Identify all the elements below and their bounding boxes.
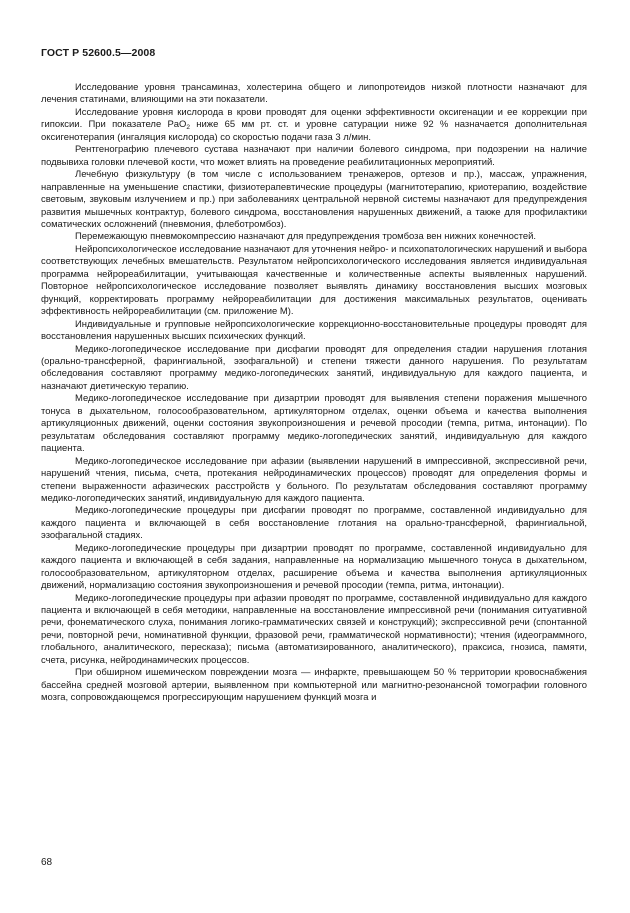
page-header: ГОСТ Р 52600.5—2008 [41, 47, 156, 59]
paragraph-dysphagia-procedures: Медико-логопедические процедуры при дисфагии проводят по программе, составленной индивидуально для каждого пациента и включающей в себя восстановление глотания на орально-трансферной, фарингиальной, эзофагальной стадиях. [41, 505, 587, 542]
paragraph-dysarthria-procedures: Медико-логопедические процедуры при дизартрии проводят по программе, составленной индивидуально для каждого пациента и включающей в себя задания, направленные на нормализацию мышечного тонуса в дыхательном, голосообразовательном, артикуляторном отделах, расширение объема и качества выполнения артикуляционных движений, нормализацию состояния звукопроизношения и речевой просодии (темпа, ритма, интонации). [41, 542, 587, 592]
paragraph-ischemic-damage: При обширном ишемическом повреждении мозга — инфаркте, превышающем 50 % территории кровоснабжения бассейна средней мозговой артерии, выявленном при компьютерной или магнитно-резонансной томографии головного мозга, сопровождающемся прогрессирующим нарушением функций мозга и [41, 667, 587, 704]
paragraph-aphasia-exam: Медико-логопедическое исследование при афазии (выявлении нарушений в импрессивной, экспрессивной речи, нарушений чтения, письма, счета, протекания нейродинамических процессов) проводят для определения формы и степени выраженности афазических расстройств у больного. По результатам обследования составляют программу медико-логопедических занятий, индивидуальную для каждого пациента. [41, 455, 587, 504]
paragraph-oxygen-subscript: 2 [186, 124, 190, 132]
paragraph-neuropsych-exam: Нейропсихологическое исследование назначают для уточнения нейро- и психопатологических нарушений и выбора соответствующих лечебных вмешательств. Результатом нейропсихологического исследования является индивидуальная программа нейрореабилитации, учитывающая качественные и количественные аспекты выявленных нарушений. Повторное нейропсихологическое исследование позволяет выявлять динамику восстановления высших мозговых функций, корректировать программу нейрореабилитации для достижения максимальных результатов, оценивать эффективность нейрореабилитации (см. приложение М). [41, 243, 587, 318]
document-body [41, 82, 587, 705]
paragraph-xray: Рентгенографию плечевого сустава назначают при наличии болевого синдрома, при подозрении на наличие подвывиха головки плечевой кости, что может влиять на проведение реабилитационных мероприятий. [41, 144, 587, 168]
paragraph-neuropsych-procedures: Индивидуальные и групповые нейропсихологические коррекционно-восстановительные процедуры проводят для восстановления нарушенных высших психических функций. [41, 318, 587, 343]
paragraph-dysarthria-exam: Медико-логопедическое исследование при дизартрии проводят для выявления степени поражения мышечного тонуса в дыхательном, голосообразовательном, артикуляторном отделах, оценки объема и качества выполнения артикуляционных движений, оценки состояния звукопроизношения и речевой просодии (темпа, ритма, интонации). По результатам обследования составляют программу медико-логопедических занятий, индивидуальную для каждого пациента. [41, 393, 587, 455]
paragraph-dysphagia-exam: Медико-логопедическое исследование при дисфагии проводят для определения стадии нарушения глотания (орально-трансферной, фарингиальной, эзофагальной) и степени тяжести данного нарушения. По результатам обследования составляют программу медико-логопедических занятий, индивидуальную для каждого пациента, и назначают диетическую терапию. [41, 343, 587, 392]
paragraph-pneumocompression: Перемежающую пневмокомпрессию назначают для предупреждения тромбоза вен нижних конечностей. [75, 231, 537, 243]
paragraph-aphasia-procedures: Медико-логопедические процедуры при афазии проводят по программе, составленной индивидуально для каждого пациента и включающей в себя методики, направленные на восстановление импрессивной речи (понимания ситуативной речи, фонематического слуха, понимания логико-грамматических связей и конструкций); экспрессивной речи (спонтанной речи, повторной речи, номинативной функции, фразовой речи, грамматической нормативности); чтения (идеограммного, глобального, аналитического, пересказа); письма (автоматизированного, аналитического), праксиса, гнозиса, памяти, счета, рисунка, нейродинамических процессов. [41, 592, 587, 666]
page-number: 68 [41, 857, 53, 868]
paragraph-physiotherapy: Лечебную физкультуру (в том числе с использованием тренажеров, ортезов и пр.), массаж, упражнения, направленные на уменьшение спастики, физиотерапевтические процедуры (магнитотерапию, криотерапию, воздействие световым, звуковым излучением и пр.) при заболеваниях центральной нервной системы назначают для предупреждения развития мышечных контрактур, болевого синдрома, восстановления нарушенных движений, а также для профилактики соматических осложнений (пневмония, флеботромбоз). [41, 169, 587, 230]
paragraph-transaminases: Исследование уровня трансаминаз, холестерина общего и липопротеидов низкой плотности назначают для лечения статинами, влияющими на эти показатели. [41, 82, 587, 106]
paragraph-oxygen-tail: ниже 65 мм рт. ст. и уровне сатурации ниже 92 % назначается дополнительная оксигенотерапия (ингаляция кислорода) со скоростью подачи газа 3 л/мин. [41, 119, 587, 143]
paragraph-oxygen-text: Исследование уровня кислорода в крови проводят для оценки эффективности оксигенации и ее коррекции при гипоксии. При показателе PaO [41, 106, 587, 131]
paragraph-oxygen [41, 107, 587, 144]
